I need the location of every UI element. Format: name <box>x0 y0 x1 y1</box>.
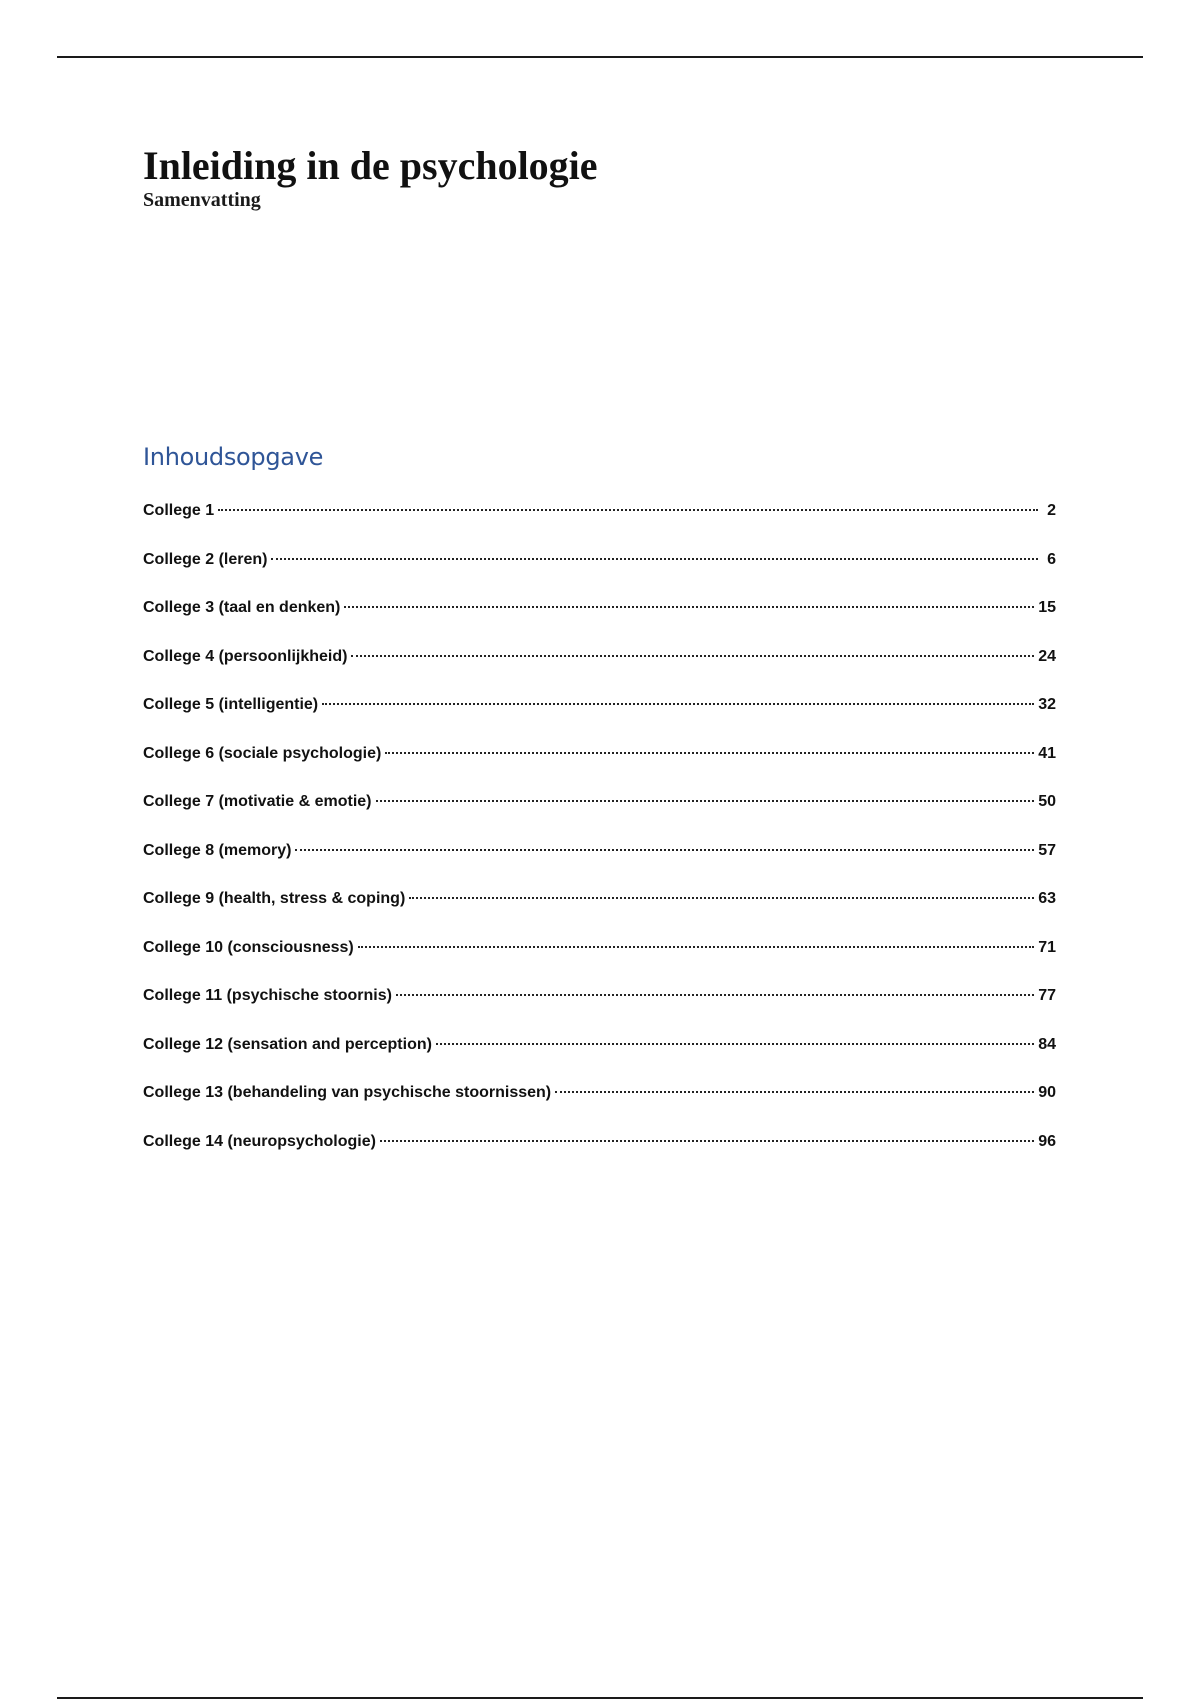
toc-dot-leader <box>385 752 1034 754</box>
toc-entry-label: College 1 <box>143 502 215 519</box>
toc-entry-label: College 9 (health, stress & coping) <box>143 890 406 907</box>
toc-entry-label: College 5 (intelligentie) <box>143 696 319 713</box>
toc-entry-page-number: 96 <box>1038 1132 1056 1150</box>
toc-list <box>143 500 1056 1179</box>
toc-entry-page-number: 57 <box>1038 841 1056 859</box>
toc-dot-leader <box>376 800 1035 802</box>
toc-entry[interactable] <box>143 549 1056 598</box>
toc-entry-page-number: 84 <box>1038 1035 1056 1053</box>
toc-entry-page-number: 50 <box>1038 793 1056 810</box>
toc-entry-label: College 7 (motivatie & emotie) <box>143 793 372 810</box>
title-block <box>143 142 598 212</box>
toc-dot-leader <box>409 897 1034 899</box>
toc-entry-page-number: 77 <box>1038 987 1056 1004</box>
toc-entry-label: College 3 (taal en denken) <box>143 599 341 616</box>
toc-entry-page-number: 2 <box>1047 502 1056 519</box>
toc-entry-label: College 11 (psychische stoornis) <box>143 987 392 1004</box>
table-of-contents <box>143 440 1056 1179</box>
toc-dot-leader <box>358 946 1034 948</box>
footer-rule <box>57 1697 1143 1699</box>
toc-entry[interactable] <box>143 743 1056 792</box>
toc-dot-leader <box>351 655 1034 657</box>
toc-dot-leader <box>344 606 1034 608</box>
toc-dot-leader <box>322 703 1034 705</box>
toc-entry-page-number: 32 <box>1038 696 1056 713</box>
toc-entry-label: College 12 (sensation and perception) <box>143 1035 432 1053</box>
toc-entry-page-number: 24 <box>1038 647 1056 665</box>
toc-entry-label: College 2 (leren) <box>143 550 268 568</box>
toc-entry[interactable] <box>143 840 1056 889</box>
toc-entry[interactable] <box>143 937 1056 986</box>
toc-entry-label: College 10 (consciousness) <box>143 938 354 956</box>
toc-entry[interactable] <box>143 985 1056 1034</box>
toc-entry-page-number: 90 <box>1038 1084 1056 1101</box>
toc-entry[interactable] <box>143 791 1056 840</box>
toc-entry-page-number: 6 <box>1047 550 1056 568</box>
document-title: Inleiding in de psychologie <box>143 143 598 188</box>
toc-entry[interactable] <box>143 1131 1056 1180</box>
toc-entry-label: College 13 (behandeling van psychische stoornissen) <box>143 1084 552 1101</box>
toc-entry-page-number: 71 <box>1038 938 1056 956</box>
toc-dot-leader <box>555 1091 1034 1093</box>
toc-entry-label: College 8 (memory) <box>143 841 292 859</box>
toc-entry[interactable] <box>143 597 1056 646</box>
toc-entry[interactable] <box>143 888 1056 937</box>
header-rule <box>57 56 1143 58</box>
toc-dot-leader <box>271 558 1038 560</box>
toc-dot-leader <box>396 994 1034 996</box>
toc-entry[interactable] <box>143 694 1056 743</box>
toc-entry-page-number: 15 <box>1038 599 1056 616</box>
toc-dot-leader <box>436 1043 1034 1045</box>
toc-heading: Inhoudsopgave <box>143 443 324 471</box>
toc-entry[interactable] <box>143 500 1056 549</box>
toc-entry[interactable] <box>143 1082 1056 1131</box>
toc-dot-leader <box>380 1140 1034 1142</box>
toc-entry-label: College 14 (neuropsychologie) <box>143 1132 376 1150</box>
toc-entry[interactable] <box>143 1034 1056 1083</box>
toc-entry-label: College 6 (sociale psychologie) <box>143 744 382 762</box>
toc-entry-page-number: 41 <box>1038 744 1056 762</box>
toc-dot-leader <box>295 849 1034 851</box>
document-subtitle: Samenvatting <box>143 189 261 211</box>
toc-dot-leader <box>218 509 1038 511</box>
toc-entry-page-number: 63 <box>1038 890 1056 907</box>
toc-entry-label: College 4 (persoonlijkheid) <box>143 647 348 665</box>
toc-entry[interactable] <box>143 646 1056 695</box>
